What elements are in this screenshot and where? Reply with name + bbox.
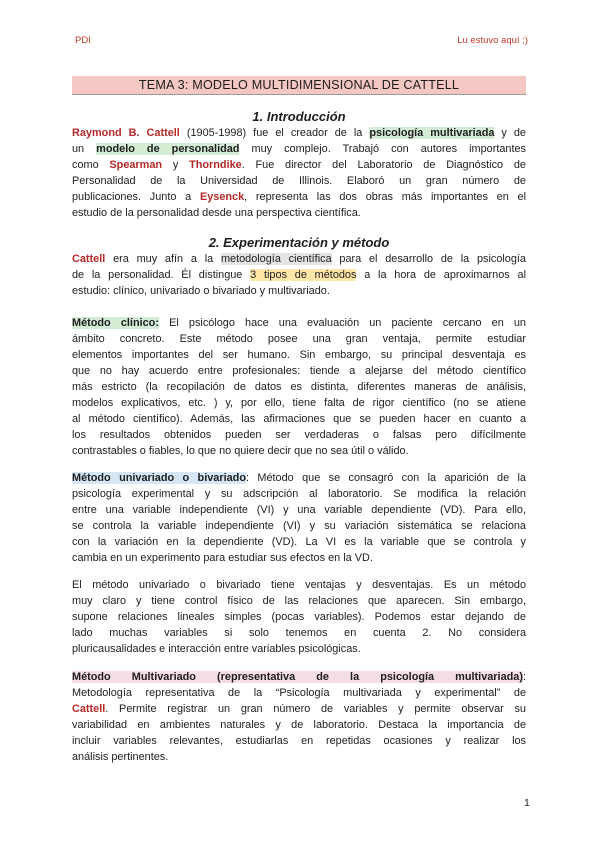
- text-line: [72, 470, 526, 486]
- text-line: [72, 550, 526, 566]
- text-run: psicología experimental y su adscripción al laboratorio. Se modifica la relación: [72, 488, 526, 500]
- section-2-heading: 2. Experimentación y método: [208, 235, 390, 250]
- highlighted-text: Cattell: [72, 253, 106, 265]
- highlighted-text: Spearman: [109, 159, 163, 171]
- text-run: entre una variable independiente (VI) y una variable dependiente (VD). Para ello,: [72, 504, 526, 516]
- highlighted-text: Cattell: [72, 703, 106, 715]
- text-run: al método científico). Además, las afirmaciones que se pueden hacer en cuanto a: [72, 413, 526, 425]
- text-run: . Fue director del Laboratorio de Diagnóstico de: [241, 159, 526, 171]
- text-line: [72, 315, 526, 331]
- univariate-method-paragraph: [72, 470, 526, 566]
- text-run: incluir variables relevantes, estudiarlas en repetidas ocasiones y realizar los: [72, 735, 526, 747]
- text-run: supone relaciones lineales simples (pocas variables). Podemos estar dejando de: [72, 611, 526, 623]
- text-line: [72, 534, 526, 550]
- text-line: [72, 577, 526, 593]
- header-left: PDI: [75, 35, 91, 46]
- section-2-intro: [72, 251, 526, 299]
- text-run: El psicólogo hace una evaluación un paciente cercano en un: [158, 317, 526, 329]
- clinical-method-paragraph: [72, 315, 526, 459]
- text-run: como: [72, 159, 110, 171]
- text-run: estudio: clínico, univariado o bivariado y multivariado.: [72, 285, 330, 297]
- text-line: [72, 157, 526, 173]
- text-line: [72, 427, 526, 443]
- text-run: elementos importantes del ser humano. Sin embargo, su principal desventaja es: [72, 349, 526, 361]
- highlighted-text: Raymond B. Cattell: [72, 127, 180, 139]
- text-run: muy claro y tiene control físico de las relaciones que aparecen. Sin embargo,: [72, 595, 526, 607]
- section-1-paragraph: [72, 125, 526, 221]
- text-run: que no hay acuerdo entre profesionales: tiende a alejarse del método científico: [72, 365, 526, 377]
- text-run: : Método que se consagró con la aparición de la: [245, 472, 526, 484]
- text-line: [72, 251, 526, 267]
- text-run: un: [72, 143, 97, 155]
- text-line: [72, 749, 526, 765]
- text-line: [72, 395, 526, 411]
- text-run: cambia en un experimento para estudiar sus efectos en la VD.: [72, 552, 373, 564]
- text-line: [72, 733, 526, 749]
- text-line: [72, 347, 526, 363]
- text-line: [72, 411, 526, 427]
- text-run: , representa las dos obras más importantes en el: [244, 191, 526, 203]
- section-1-heading: 1. Introducción: [252, 109, 346, 124]
- text-line: [72, 141, 526, 157]
- text-run: (1905-1998) fue el creador de la: [179, 127, 370, 139]
- text-line: [72, 641, 526, 657]
- text-line: [72, 189, 526, 205]
- text-run: se controla la variable independiente (VI) y su variación sistemática se relaciona: [72, 520, 526, 532]
- text-line: [72, 717, 526, 733]
- text-line: [72, 701, 526, 717]
- text-line: [72, 331, 526, 347]
- highlighted-text: Eysenck: [199, 191, 245, 203]
- text-run: era muy afín a la: [105, 253, 221, 265]
- text-line: [72, 283, 526, 299]
- text-line: [72, 518, 526, 534]
- text-run: pluricausalidades e interacción entre variables psicológicas.: [72, 643, 361, 655]
- text-run: . Permite registrar un gran número de variables y permite observar su: [105, 703, 526, 715]
- text-line: [72, 625, 526, 641]
- univariate-pros-cons-paragraph: [72, 577, 526, 657]
- text-run: :: [522, 671, 526, 683]
- text-run: publicaciones. Junto a: [72, 191, 200, 203]
- page-number: 1: [524, 797, 530, 809]
- text-line: [72, 173, 526, 189]
- text-run: y de: [494, 127, 526, 139]
- text-run: ámbito concreto. Este método posee una gran ventaja, permite estudiar: [72, 333, 526, 345]
- text-line: [72, 267, 526, 283]
- text-line: [72, 363, 526, 379]
- text-run: Metodología representativa de la “Psicología multivariada y experimental” de: [72, 687, 526, 699]
- text-line: [72, 205, 526, 221]
- text-run: muy complejo. Trabajó con autores importantes: [239, 143, 526, 155]
- highlighted-text: metodología científica: [220, 253, 332, 265]
- text-line: [72, 593, 526, 609]
- highlighted-text: modelo de personalidad: [96, 143, 240, 155]
- header-right: Lu estuvo aquí ;): [457, 35, 528, 46]
- multivariate-method-paragraph: [72, 669, 526, 765]
- text-run: modelos explicativos, etc. ) y, por ello, tiene falta de rigor científico (no se atiene: [72, 397, 526, 409]
- text-line: [72, 443, 526, 459]
- text-line: [72, 685, 526, 701]
- page-title: TEMA 3: MODELO MULTIDIMENSIONAL DE CATTELL: [72, 76, 526, 95]
- text-run: análisis pertinentes.: [72, 751, 169, 763]
- highlighted-text: psicología multivariada: [369, 127, 495, 139]
- text-line: [72, 125, 526, 141]
- text-run: a la hora de aproximarnos al: [356, 269, 526, 281]
- text-run: contrastables o fiables, lo que no quiere decir que no sea útil o válido.: [72, 445, 409, 457]
- text-run: y: [162, 159, 190, 171]
- text-run: los resultados obtenidos pueden ser verdaderas o falsas pero difícilmente: [72, 429, 526, 441]
- highlighted-text: Método univariado o bivariado: [72, 472, 246, 484]
- highlighted-text: Método Multivariado (representativa de la psicología multivariada): [72, 671, 523, 683]
- text-run: El método univariado o bivariado tiene ventajas y desventajas. Es un método: [72, 579, 526, 591]
- text-run: lado muchas variables si solo tenemos en cuenta 2. No considera: [72, 627, 526, 639]
- highlighted-text: 3 tipos de métodos: [250, 269, 357, 281]
- text-run: de la personalidad. Él distingue: [72, 269, 251, 281]
- text-line: [72, 609, 526, 625]
- text-run: estudio de la personalidad desde una perspectiva científica.: [72, 207, 361, 219]
- text-run: Personalidad de la Universidad de Illinois. Elaboró un gran número de: [72, 175, 526, 187]
- text-line: [72, 486, 526, 502]
- text-run: con la variación en la dependiente (VD). La VI es la variable que se controla y: [72, 536, 526, 548]
- text-run: más estricto (la recopilación de datos es distinta, diferentes maneras de análisis,: [72, 381, 526, 393]
- highlighted-text: Thorndike: [189, 159, 242, 171]
- text-run: variabilidad en ambientes naturales y de laboratorio. Destaca la importancia de: [72, 719, 526, 731]
- text-line: [72, 669, 526, 685]
- text-line: [72, 502, 526, 518]
- text-line: [72, 379, 526, 395]
- highlighted-text: Método clínico:: [72, 317, 159, 329]
- text-run: para el desarrollo de la psicología: [331, 253, 526, 265]
